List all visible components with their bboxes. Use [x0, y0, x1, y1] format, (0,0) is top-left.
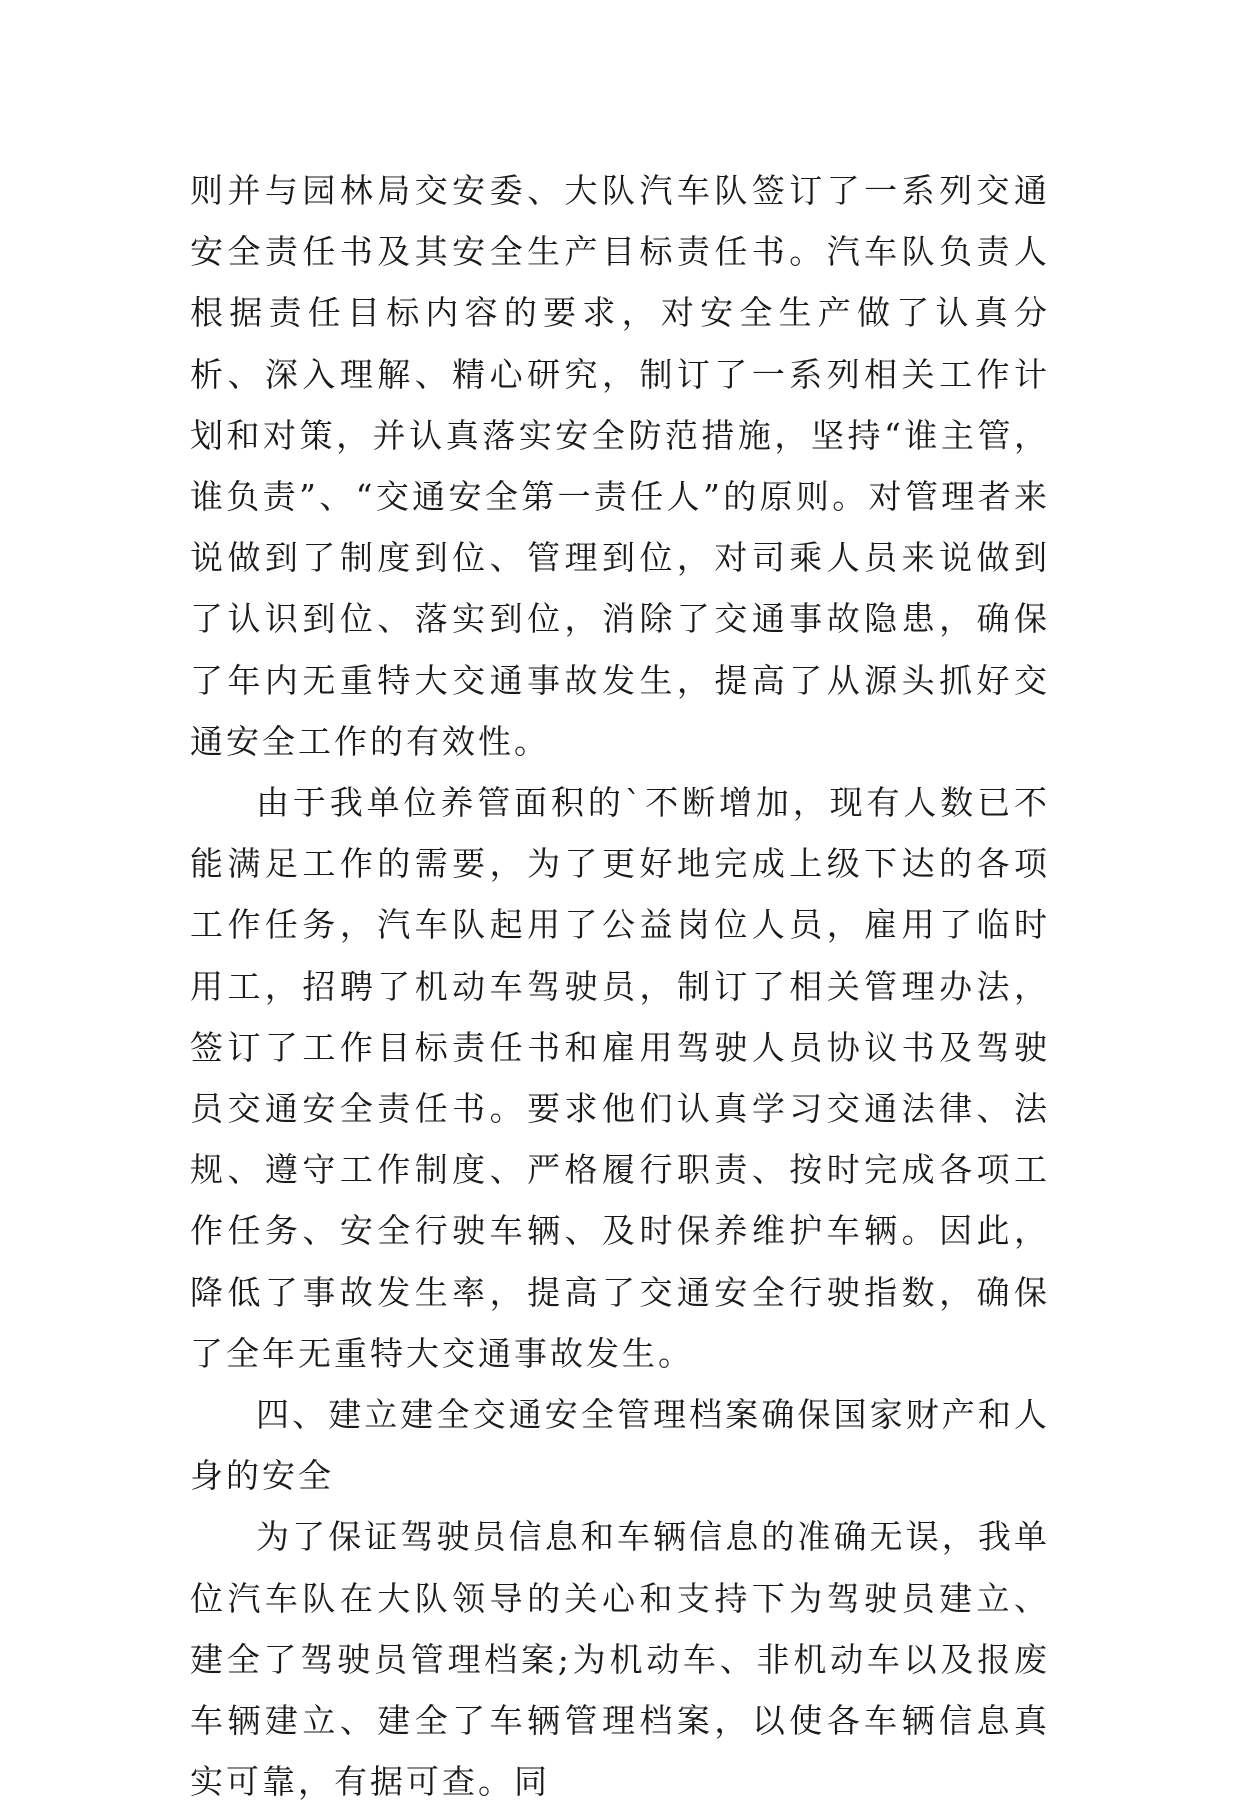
- document-body: [190, 160, 1050, 1812]
- paragraph-responsibility-agreements: 则并与园林局交安委、大队汽车队签订了一系列交通安全责任书及其安全生产目标责任书。汽车队负责人根据责任目标内容的要求，对安全生产做了认真分析、深入理解、精心研究，制订了一系列相关工作计划和对策，并认真落实安全防范措施，坚持“谁主管，谁负责”、“交通安全第一责任人”的原则。对管理者来说做到了制度到位、管理到位，对司乘人员来说做到了认识到位、落实到位，消除了交通事故隐患，确保了年内无重特大交通事故发生，提高了从源头抓好交通安全工作的有效性。: [190, 171, 1050, 761]
- paragraph-archive-establishment: 为了保证驾驶员信息和车辆信息的准确无误，我单位汽车队在大队领导的关心和支持下为驾驶员建立、建全了驾驶员管理档案;为机动车、非机动车以及报废车辆建立、建全了车辆管理档案，以使各车辆信息真实可靠，有据可查。同: [190, 1517, 1050, 1802]
- section-heading-safety-archives: 四、建立建全交通安全管理档案确保国家财产和人身的安全: [190, 1395, 1050, 1496]
- paragraph-staffing-management: 由于我单位养管面积的`不断增加，现有人数已不能满足工作的需要，为了更好地完成上级下达的各项工作任务，汽车队起用了公益岗位人员，雇用了临时用工，招聘了机动车驾驶员，制订了相关管理办法，签订了工作目标责任书和雇用驾驶人员协议书及驾驶员交通安全责任书。要求他们认真学习交通法律、法规、遵守工作制度、严格履行职责、按时完成各项工作任务、安全行驶车辆、及时保养维护车辆。因此，降低了事故发生率，提高了交通安全行驶指数，确保了全年无重特大交通事故发生。: [190, 783, 1050, 1373]
